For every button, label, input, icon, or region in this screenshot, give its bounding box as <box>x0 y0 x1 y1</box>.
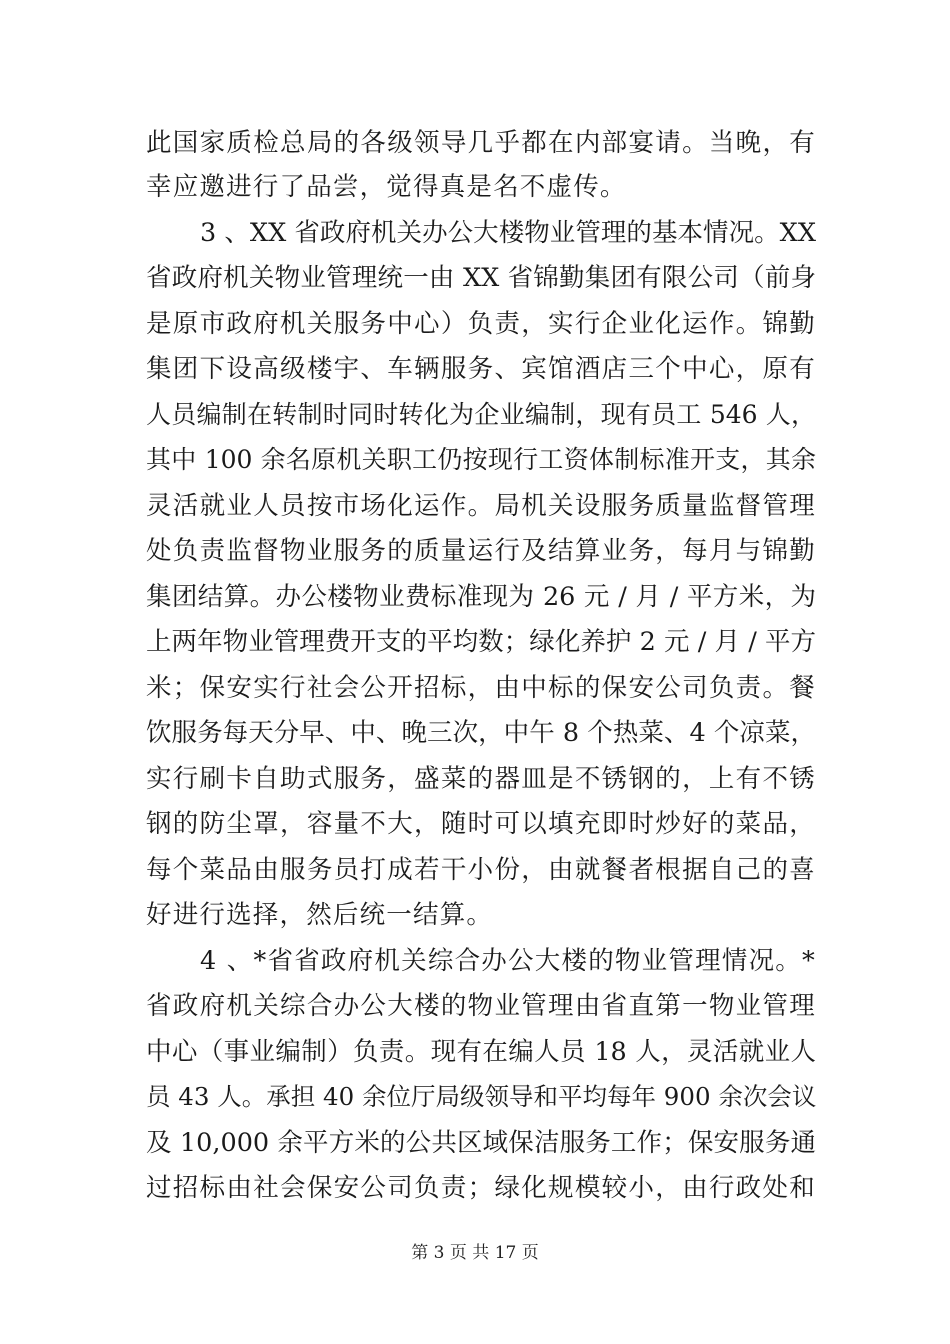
text-line: 好进行选择，然后统一结算。 <box>146 900 494 930</box>
text-line: 4 、*省省政府机关综合办公大楼的物业管理情况。* <box>200 946 816 976</box>
text-line: 3 、XX 省政府机关办公大楼物业管理的基本情况。XX <box>200 218 816 248</box>
text-line: 此国家质检总局的各级领导几乎都在内部宴请。当晚，有 <box>146 128 816 158</box>
text-line: 上两年物业管理费开支的平均数；绿化养护 2 元 / 月 / 平方 <box>146 627 816 657</box>
text-line: 是原市政府机关服务中心）负责，实行企业化运作。锦勤 <box>146 309 816 339</box>
text-line: 过招标由社会保安公司负责；绿化规模较小，由行政处和 <box>146 1173 816 1203</box>
text-line: 人员编制在转制时同时转化为企业编制，现有员工 546 人， <box>146 400 816 429</box>
text-line: 米；保安实行社会公开招标，由中标的保安公司负责。餐 <box>146 673 816 703</box>
text-line: 处负责监督物业服务的质量运行及结算业务，每月与锦勤 <box>146 536 816 566</box>
text-line: 集团下设高级楼宇、车辆服务、宾馆酒店三个中心，原有 <box>146 354 816 384</box>
text-line: 省政府机关综合办公大楼的物业管理由省直第一物业管理 <box>146 991 816 1021</box>
text-line: 实行刷卡自助式服务，盛菜的器皿是不锈钢的，上有不锈 <box>146 764 816 794</box>
text-line: 集团结算。办公楼物业费标准现为 26 元 / 月 / 平方米，为 <box>146 582 816 612</box>
text-line: 钢的防尘罩，容量不大，随时可以填充即时炒好的菜品， <box>146 809 816 839</box>
text-line: 员 43 人。承担 40 余位厅局级领导和平均每年 900 余次会议 <box>146 1082 817 1111</box>
text-line: 及 10,000 余平方米的公共区域保洁服务工作；保安服务通 <box>146 1128 816 1158</box>
text-line: 幸应邀进行了品尝，觉得真是名不虚传。 <box>146 172 627 202</box>
text-line: 中心（事业编制）负责。现有在编人员 18 人，灵活就业人 <box>146 1037 816 1067</box>
text-line: 灵活就业人员按市场化运作。局机关设服务质量监督管理 <box>146 491 816 521</box>
text-line: 其中 100 余名原机关职工仍按现行工资体制标准开支，其余 <box>146 445 816 474</box>
page-number-footer: 第 3 页 共 17 页 <box>411 1243 539 1263</box>
text-line: 每个菜品由服务员打成若干小份，由就餐者根据自己的喜 <box>146 855 816 885</box>
text-line: 饮服务每天分早、中、晚三次，中午 8 个热菜、4 个凉菜， <box>146 718 816 748</box>
text-line: 省政府机关物业管理统一由 XX 省锦勤集团有限公司（前身 <box>146 263 816 293</box>
